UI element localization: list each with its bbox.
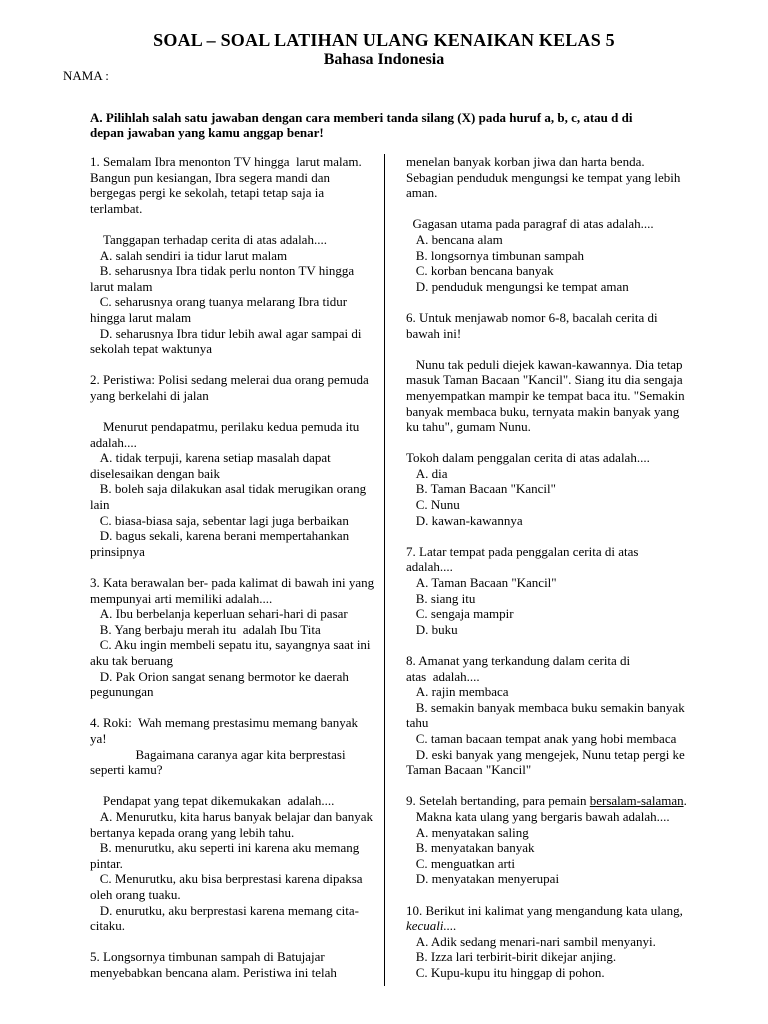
question-line xyxy=(406,435,731,451)
question-line: 1. Semalam Ibra menonton TV hingga larut malam. xyxy=(90,154,362,169)
question-q5 xyxy=(90,949,390,980)
question-line: bergegas pergi ke sekolah, tetapi tetap saja ia xyxy=(90,185,325,201)
question-line: D. Pak Orion sangat senang bermotor ke daerah xyxy=(90,668,349,684)
question-line: tahu xyxy=(406,715,429,731)
question-line: C. menguatkan arti xyxy=(406,855,516,871)
question-line: C. Nunu xyxy=(406,497,460,513)
question-line: B. menyatakan banyak xyxy=(406,840,535,856)
question-q2 xyxy=(90,372,390,559)
question-line xyxy=(406,201,731,217)
question-line: D. menyatakan menyerupai xyxy=(406,871,560,887)
question-line: C. sengaja mampir xyxy=(406,606,514,622)
question-line: Gagasan utama pada paragraf di atas adalah.... xyxy=(406,216,654,232)
question-line: 5. Longsornya timbunan sampah di Batujajar xyxy=(90,949,325,965)
punctuation: . xyxy=(683,793,687,809)
question-line: sekolah tepat waktunya xyxy=(90,341,213,357)
question-line xyxy=(90,404,390,420)
question-line: lain xyxy=(90,497,110,513)
question-line: adalah.... xyxy=(90,434,137,450)
question-line: B. siang itu xyxy=(406,590,476,606)
question-line: B. longsornya timbunan sampah xyxy=(406,247,585,263)
question-line: A. menyatakan saling xyxy=(406,824,529,840)
name-label: NAMA : xyxy=(63,68,109,83)
question-line: A. Ibu berbelanja keperluan sehari-hari di pasar xyxy=(90,606,348,622)
question-line: A. bencana alam xyxy=(406,231,503,247)
question-line: B. boleh saja dilakukan asal tidak merugikan orang xyxy=(90,481,367,497)
question-line: yang berkelahi di jalan xyxy=(90,387,209,403)
question-line: C. Menurutku, aku bisa berprestasi karena dipaksa xyxy=(90,871,363,887)
question-line: 3. Kata berawalan ber- pada kalimat di bawah ini yang xyxy=(90,575,375,591)
question-line: A. Taman Bacaan "Kancil" xyxy=(406,575,557,591)
question-line: 2. Peristiwa: Polisi sedang melerai dua orang pemuda xyxy=(90,372,369,388)
question-line: Makna kata ulang yang bergaris bawah adalah.... xyxy=(406,808,670,824)
question-q7 xyxy=(406,544,731,638)
question-line: B. Yang berbaju merah itu adalah Ibu Tita xyxy=(90,621,321,637)
question-line: D. penduduk mengungsi ke tempat aman xyxy=(406,278,629,294)
question-line: seperti kamu? xyxy=(90,762,163,778)
question-line: larut malam xyxy=(90,278,153,294)
question-line: aku tak beruang xyxy=(90,653,174,668)
question-line: adalah.... xyxy=(406,559,453,575)
question-line: masuk Taman Bacaan "Kancil". Siang itu dia sengaja xyxy=(406,372,683,388)
question-line: atas adalah.... xyxy=(406,668,480,684)
question-line: C. biasa-biasa saja, sebentar lagi juga berbaikan xyxy=(90,512,349,528)
question-line: menelan banyak korban jiwa dan harta benda. xyxy=(406,154,645,169)
instruction-line: depan jawaban yang kamu anggap benar! xyxy=(90,125,324,140)
question-line: Nunu tak peduli diejek kawan-kawannya. Dia tetap xyxy=(406,356,683,372)
question-line: B. menurutku, aku seperti ini karena aku memang xyxy=(90,840,360,856)
question-line: pegunungan xyxy=(90,684,154,700)
question-q9 xyxy=(406,793,731,887)
question-line: B. semakin banyak membaca buku semakin banyak xyxy=(406,699,685,715)
question-line: D. enurutku, aku berprestasi karena memang cita- xyxy=(90,902,359,918)
question-line: A. tidak terpuji, karena setiap masalah dapat xyxy=(90,450,331,466)
question-line: 8. Amanat yang terkandung dalam cerita di xyxy=(406,653,631,668)
instruction-block xyxy=(90,110,690,140)
question-line: banyak membaca buku, ternyata makin banyak yang xyxy=(406,403,680,419)
question-line: bertanya kepada orang yang lebih tahu. xyxy=(90,824,295,840)
question-line: mempunyai arti memiliki adalah.... xyxy=(90,590,273,606)
question-line: C. taman bacaan tempat anak yang hobi membaca xyxy=(406,730,677,746)
question-line: Taman Bacaan "Kancil" xyxy=(406,762,532,778)
question-line: bawah ini! xyxy=(406,325,462,341)
question-line: A. Menurutku, kita harus banyak belajar dan banyak xyxy=(90,808,374,824)
question-line: C. Aku ingin membeli sepatu itu, sayangnya saat ini xyxy=(90,637,371,653)
question-line xyxy=(406,341,731,357)
question-line: Tokoh dalam penggalan cerita di atas adalah.... xyxy=(406,450,650,466)
question-line: 9. Setelah bertanding, para pemain xyxy=(406,793,590,809)
question-line: D. buku xyxy=(406,621,458,637)
question-line: A. dia xyxy=(406,465,448,481)
question-line: B. seharusnya Ibra tidak perlu nonton TV hingga xyxy=(90,263,355,279)
question-line: Bagaimana caranya agar kita berprestasi xyxy=(90,746,346,762)
question-line: D. seharusnya Ibra tidur lebih awal agar sampai di xyxy=(90,325,362,341)
left-column xyxy=(90,154,390,996)
question-line xyxy=(90,778,390,794)
question-line: ku tahu", gumam Nunu. xyxy=(406,419,531,435)
question-line: 10. Berikut ini kalimat yang mengandung kata ulang, xyxy=(406,902,683,918)
question-line: D. bagus sekali, karena berani mempertahankan xyxy=(90,528,350,544)
question-line: kecuali.... xyxy=(406,918,457,934)
question-line: prinsipnya xyxy=(90,543,145,559)
question-line: Bangun pun kesiangan, Ibra segera mandi dan xyxy=(90,169,331,185)
question-line: hingga larut malam xyxy=(90,309,192,325)
question-line: terlambat. xyxy=(90,200,143,216)
question-q5-cont xyxy=(406,154,731,294)
question-q10 xyxy=(406,903,731,981)
question-line: citaku. xyxy=(90,918,126,934)
question-line: diselesaikan dengan baik xyxy=(90,465,220,481)
question-q8 xyxy=(406,653,731,778)
question-q6 xyxy=(406,310,731,528)
question-q3 xyxy=(90,575,390,700)
question-line: 7. Latar tempat pada penggalan cerita di atas xyxy=(406,543,639,559)
question-line: aman. xyxy=(406,185,438,201)
subject-subtitle: Bahasa Indonesia xyxy=(323,51,445,68)
question-line: Sebagian penduduk mengungsi ke tempat yang lebih xyxy=(406,169,681,185)
question-line: menyebabkan bencana alam. Peristiwa ini telah xyxy=(90,964,337,980)
question-line: B. Taman Bacaan "Kancil" xyxy=(406,481,556,497)
question-line: C. korban bencana banyak xyxy=(406,263,554,279)
question-line: B. Izza lari terbirit-birit dikejar anjing. xyxy=(406,949,617,965)
page-title: SOAL – SOAL LATIHAN ULANG KENAIKAN KELAS 5 xyxy=(153,30,615,50)
instruction-line: A. Pilihlah salah satu jawaban dengan cara memberi tanda silang (X) pada huruf a, b, c, atau d di xyxy=(90,110,633,125)
underlined-word: bersalam-salaman xyxy=(589,793,684,809)
question-line: Menurut pendapatmu, perilaku kedua pemuda itu xyxy=(90,419,360,435)
question-line: ya! xyxy=(90,730,107,746)
question-line: A. Adik sedang menari-nari sambil menyanyi. xyxy=(406,933,656,949)
question-line: A. salah sendiri ia tidur larut malam xyxy=(90,247,288,263)
question-line: 6. Untuk menjawab nomor 6-8, bacalah cerita di xyxy=(406,309,658,325)
question-line: Pendapat yang tepat dikemukakan adalah.... xyxy=(90,793,335,809)
question-line: menyempatkan mampir ke tempat baca itu. "Semakin xyxy=(406,387,685,403)
question-line: C. seharusnya orang tuanya melarang Ibra tidur xyxy=(90,294,348,310)
question-line: C. Kupu-kupu itu hinggap di pohon. xyxy=(406,964,605,980)
question-line: A. rajin membaca xyxy=(406,684,509,700)
question-line-with-underline xyxy=(406,793,731,809)
question-q4 xyxy=(90,715,390,933)
right-column xyxy=(406,154,731,996)
question-line: D. kawan-kawannya xyxy=(406,512,523,528)
question-line: Tanggapan terhadap cerita di atas adalah.... xyxy=(90,231,327,247)
question-line: 4. Roki: Wah memang prestasimu memang banyak xyxy=(90,715,359,731)
question-line: D. eski banyak yang mengejek, Nunu tetap pergi ke xyxy=(406,746,685,762)
question-line xyxy=(90,216,390,232)
question-line: oleh orang tuaku. xyxy=(90,886,181,902)
question-line: pintar. xyxy=(90,855,123,871)
question-q1 xyxy=(90,154,390,357)
